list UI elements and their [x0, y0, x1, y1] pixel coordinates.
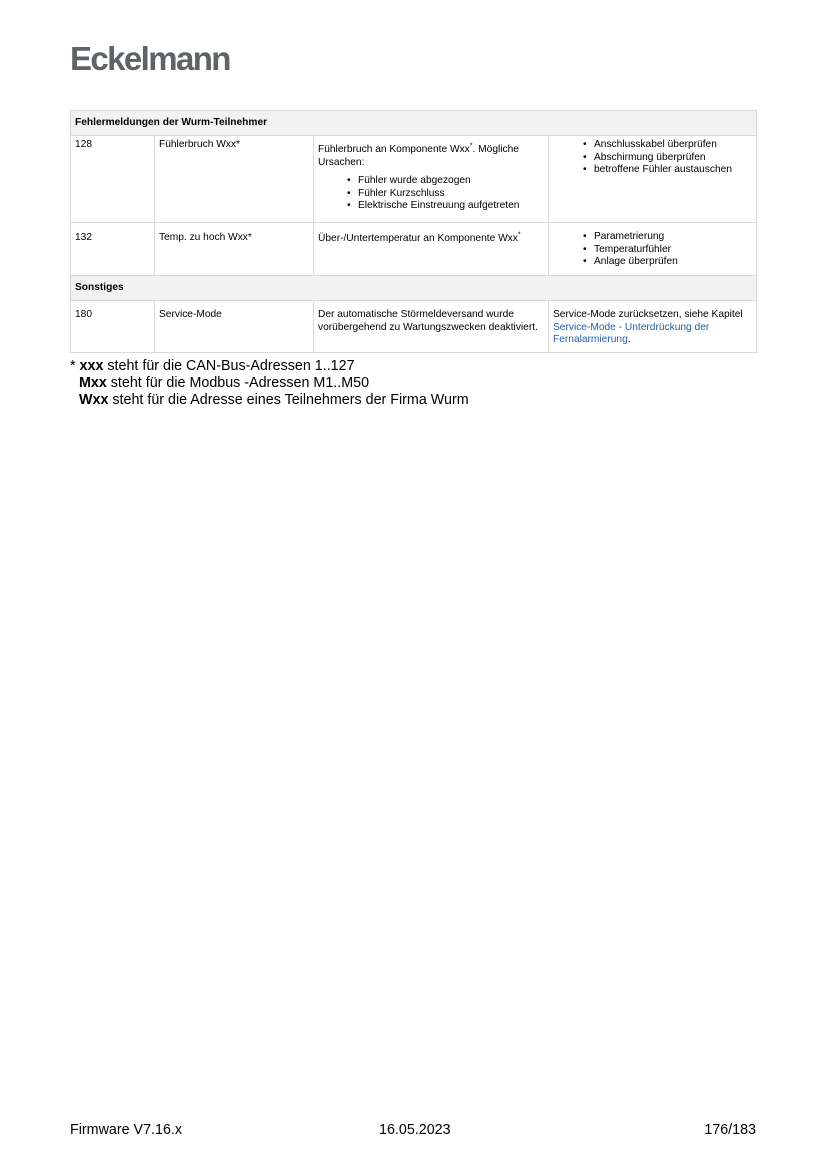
error-code: 128: [75, 139, 92, 150]
section-title-sonstiges: Sonstiges: [71, 276, 757, 301]
footnote-line: Wxx steht für die Adresse eines Teilnehmers der Firma Wurm: [79, 392, 469, 408]
list-item: • Anschlusskabel überprüfen: [580, 139, 752, 152]
section-header-row: [71, 276, 757, 301]
list-item: • Temperaturfühler: [580, 244, 752, 257]
list-item: • Abschirmung überprüfen: [580, 152, 752, 165]
error-table: [70, 110, 757, 353]
table-row: [71, 301, 757, 353]
error-name: Temp. zu hoch Wxx*: [159, 232, 252, 243]
footnote-line: * xxx steht für die CAN-Bus-Adressen 1..127: [70, 358, 355, 374]
error-description: Über-/Untertemperatur an Komponente Wxx*: [318, 231, 521, 244]
eckelmann-logo: Eckelmann: [70, 40, 230, 77]
error-description: Fühlerbruch an Komponente Wxx*. Mögliche Ursachen: • Fühler wurde abgezogen • Fühler Kurzschluss • Elektrische Einstreuung aufgetreten: [314, 136, 548, 215]
error-code: 180: [75, 309, 92, 320]
remedy-list: [580, 231, 752, 269]
remedy-list: [580, 139, 752, 177]
list-item: • Elektrische Einstreuung aufgetreten: [344, 200, 544, 213]
list-item: • betroffene Fühler austauschen: [580, 164, 752, 177]
error-name: Fühlerbruch Wxx*: [159, 139, 240, 150]
section-header-row: [71, 111, 757, 136]
error-code: 132: [75, 232, 92, 243]
remedy-cell: Service-Mode zurücksetzen, siehe Kapitel Service-Mode - Unterdrückung der Fernalarmierung.: [553, 309, 743, 345]
footer-firmware-version: Firmware V7.16.x: [70, 1122, 183, 1138]
table-row: [71, 223, 757, 276]
footer-page-number: 176/183: [704, 1122, 756, 1138]
table-row: [71, 136, 757, 223]
footnotes: [70, 358, 469, 409]
list-item: • Anlage überprüfen: [580, 256, 752, 269]
footnote-line: Mxx steht für die Modbus -Adressen M1..M50: [79, 375, 370, 391]
remedy-cell: [549, 223, 756, 271]
list-item: • Fühler wurde abgezogen: [344, 175, 544, 188]
list-item: • Fühler Kurzschluss: [344, 188, 544, 201]
error-description: Der automatische Störmeldeversand wurde vorübergehend zu Wartungszwecken deaktiviert.: [318, 309, 538, 333]
remedy-cell: [549, 136, 756, 179]
cause-list: [344, 175, 544, 213]
error-name: Service-Mode: [159, 309, 222, 320]
section-title-wurm: Fehlermeldungen der Wurm-Teilnehmer: [71, 111, 757, 136]
list-item: • Parametrierung: [580, 231, 752, 244]
footer-date: 16.05.2023: [379, 1122, 451, 1138]
service-mode-link[interactable]: Service-Mode - Unterdrückung der Fernalarmierung: [553, 321, 710, 345]
